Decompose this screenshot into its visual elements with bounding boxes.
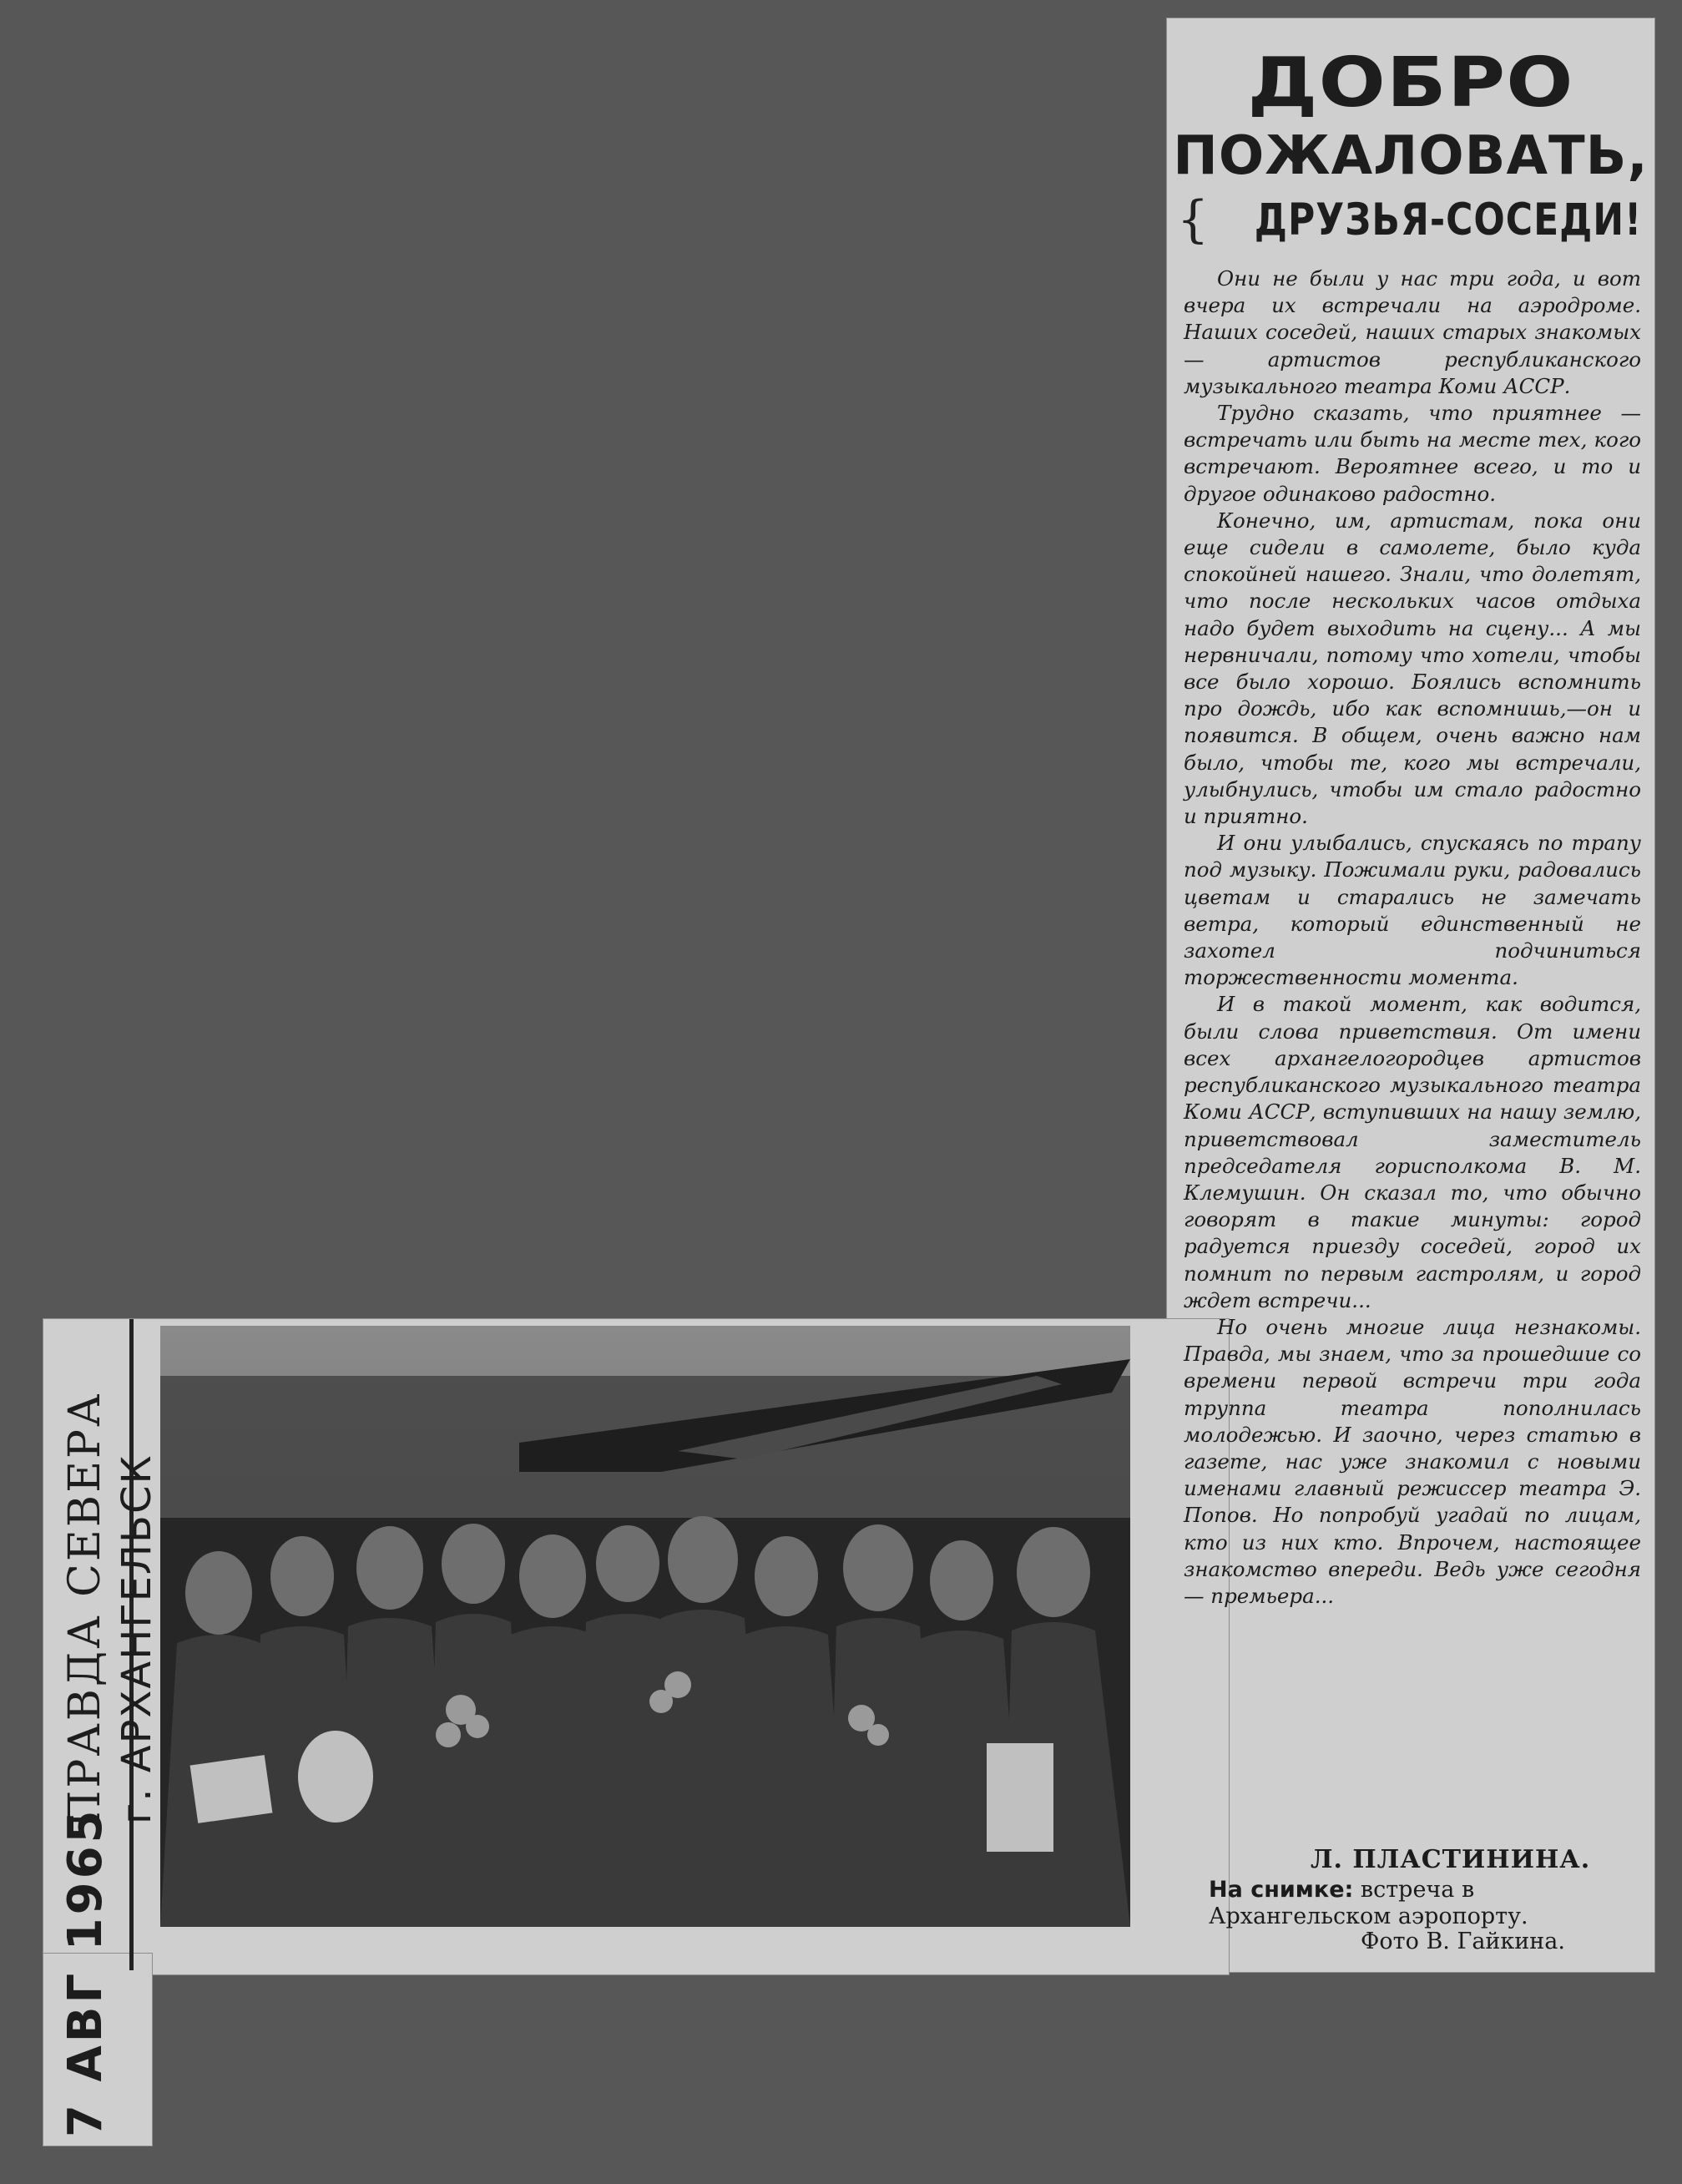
photo-credit: Фото В. Гайкина. bbox=[1361, 1929, 1565, 1954]
headline-line-3: ДРУЗЬЯ-СОСЕДИ! bbox=[1254, 194, 1643, 246]
headline-line-2: ПОЖАЛОВАТЬ, bbox=[1173, 125, 1649, 187]
article-paragraph: И они улыбались, спускаясь по трапу под музыку. Пожимали руки, радовались цветам и старались не замечать ветра, который единственный не захотел подчиниться торжественности момента. bbox=[1184, 831, 1641, 990]
handwritten-bracket: { bbox=[1177, 190, 1210, 249]
newspaper-name: ПРАВДА СЕВЕРА bbox=[60, 1391, 110, 1828]
caption-label: На снимке: bbox=[1209, 1877, 1354, 1903]
headline-line-1: ДОБРО bbox=[1247, 43, 1574, 123]
article-body bbox=[1184, 265, 1641, 1610]
news-photo bbox=[160, 1326, 1130, 1927]
airport-crowd-illustration bbox=[160, 1326, 1130, 1927]
article-paragraph: И в такой момент, как водится, были слова приветствия. От имени всех архангелогородцев артистов республиканского музыкального театра Коми АССР, вступивших на нашу землю, приветствовал заместитель председателя горисполкома В. М. Клемушин. Он сказал то, что обычно говорят в такие минуты: город радуется приезду соседей, город их помнит по первым гастролям, и город ждет встречи... bbox=[1184, 992, 1641, 1312]
photo-caption bbox=[1209, 1877, 1643, 1930]
article-paragraph: Конечно, им, артистам, пока они еще сидели в самолете, было куда спокойней нашего. Знали, что долетят, что после нескольких часов отдыха надо будет выходить на сцену... А мы нервничали, потому что хотели, чтобы все было хорошо. Боялись вспомнить про дождь, ибо как вспомнишь,—он и появится. В общем, очень важно нам было, чтобы те, кого мы встречали, улыбнулись, чтобы им стало радостно и приятно. bbox=[1184, 508, 1641, 829]
author-signature: Л. ПЛАСТИНИНА. bbox=[1311, 1845, 1591, 1874]
caption-text: встреча в Архангельском аэропорту. bbox=[1209, 1877, 1528, 1929]
date-stamp: 7 АВГ 1965 bbox=[58, 1807, 113, 2137]
newspaper-city: г. АРХАНГЕЛЬСК bbox=[114, 1453, 160, 1824]
article-paragraph: Они не были у нас три года, и вот вчера их встречали на аэродроме. Наших соседей, наших старых знакомых — артистов республиканского музыкального театра Коми АССР. bbox=[1184, 266, 1641, 398]
article-paragraph: Но очень многие лица незнакомы. Правда, мы знаем, что за прошедшие со времени первой встречи три года труппа театра пополнилась молодежью. И заочно, через статью в газете, нас уже знакомил с новыми именами главный режиссер театра Э. Попов. Но попробуй угадай по лицам, кто из них кто. Впрочем, настоящее знакомство впереди. Ведь уже сегодня — премьера... bbox=[1184, 1314, 1641, 1608]
article-paragraph: Трудно сказать, что приятнее — встречать или быть на месте тех, кого встречают. Вероятнее всего, и то и другое одинаково радостно. bbox=[1184, 401, 1641, 506]
